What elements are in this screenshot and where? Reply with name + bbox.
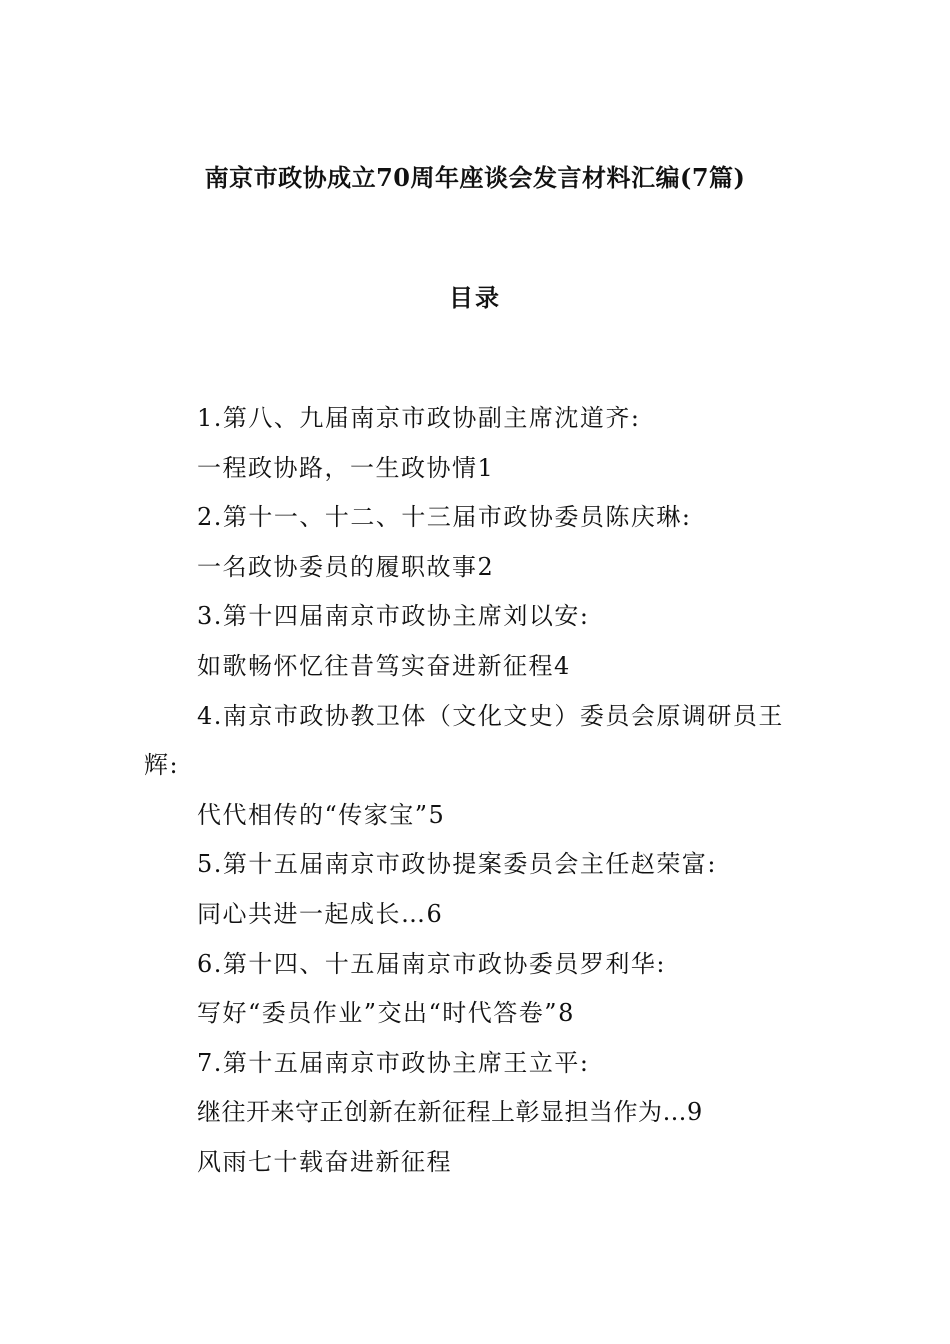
toc-entry-2-subtitle: 一名政协委员的履职故事2 xyxy=(197,552,495,581)
toc-entry-1-title: 1.第八、九届南京市政协副主席沈道齐: xyxy=(197,404,641,432)
toc-entry-5-subtitle: 同心共进一起成长…6 xyxy=(197,899,444,928)
toc-entry-4-title xyxy=(144,692,812,791)
toc-entry-3-title: 3.第十四届南京市政协主席刘以安: xyxy=(197,602,590,631)
toc-entry-extra: 风雨七十载奋进新征程 xyxy=(197,1147,452,1176)
toc-entry-2-title: 2.第十一、十二、十三届市政协委员陈庆琳: xyxy=(197,503,692,532)
toc-heading: 目录 xyxy=(449,283,501,312)
toc-entry-6-title: 6.第十四、十五届南京市政协委员罗利华: xyxy=(197,949,666,978)
toc-entry-4-subtitle: 代代相传的“传家宝”5 xyxy=(197,800,446,829)
toc-entry-7-subtitle: 继往开来守正创新在新征程上彰显担当作为…9 xyxy=(197,1098,703,1127)
toc-entry-1-subtitle: 一程政协路，一生政协情1 xyxy=(197,453,495,482)
toc-entry-7-title: 7.第十五届南京市政协主席王立平: xyxy=(197,1048,590,1077)
toc-entry-3-subtitle: 如歌畅怀忆往昔笃实奋进新征程4 xyxy=(197,651,571,680)
table-of-contents xyxy=(144,394,812,1188)
toc-entry-6-subtitle: 写好“委员作业”交出“时代答卷”8 xyxy=(197,999,575,1028)
toc-entry-4-title-line-1: 4.南京市政协教卫体（文化文史）委员会原调研员王 xyxy=(197,701,784,730)
toc-entry-5-title: 5.第十五届南京市政协提案委员会主任赵荣富: xyxy=(197,850,717,879)
document-title: 南京市政协成立70周年座谈会发言材料汇编(7篇) xyxy=(204,163,746,192)
toc-entry-4-title-line-2: 辉: xyxy=(144,751,180,780)
